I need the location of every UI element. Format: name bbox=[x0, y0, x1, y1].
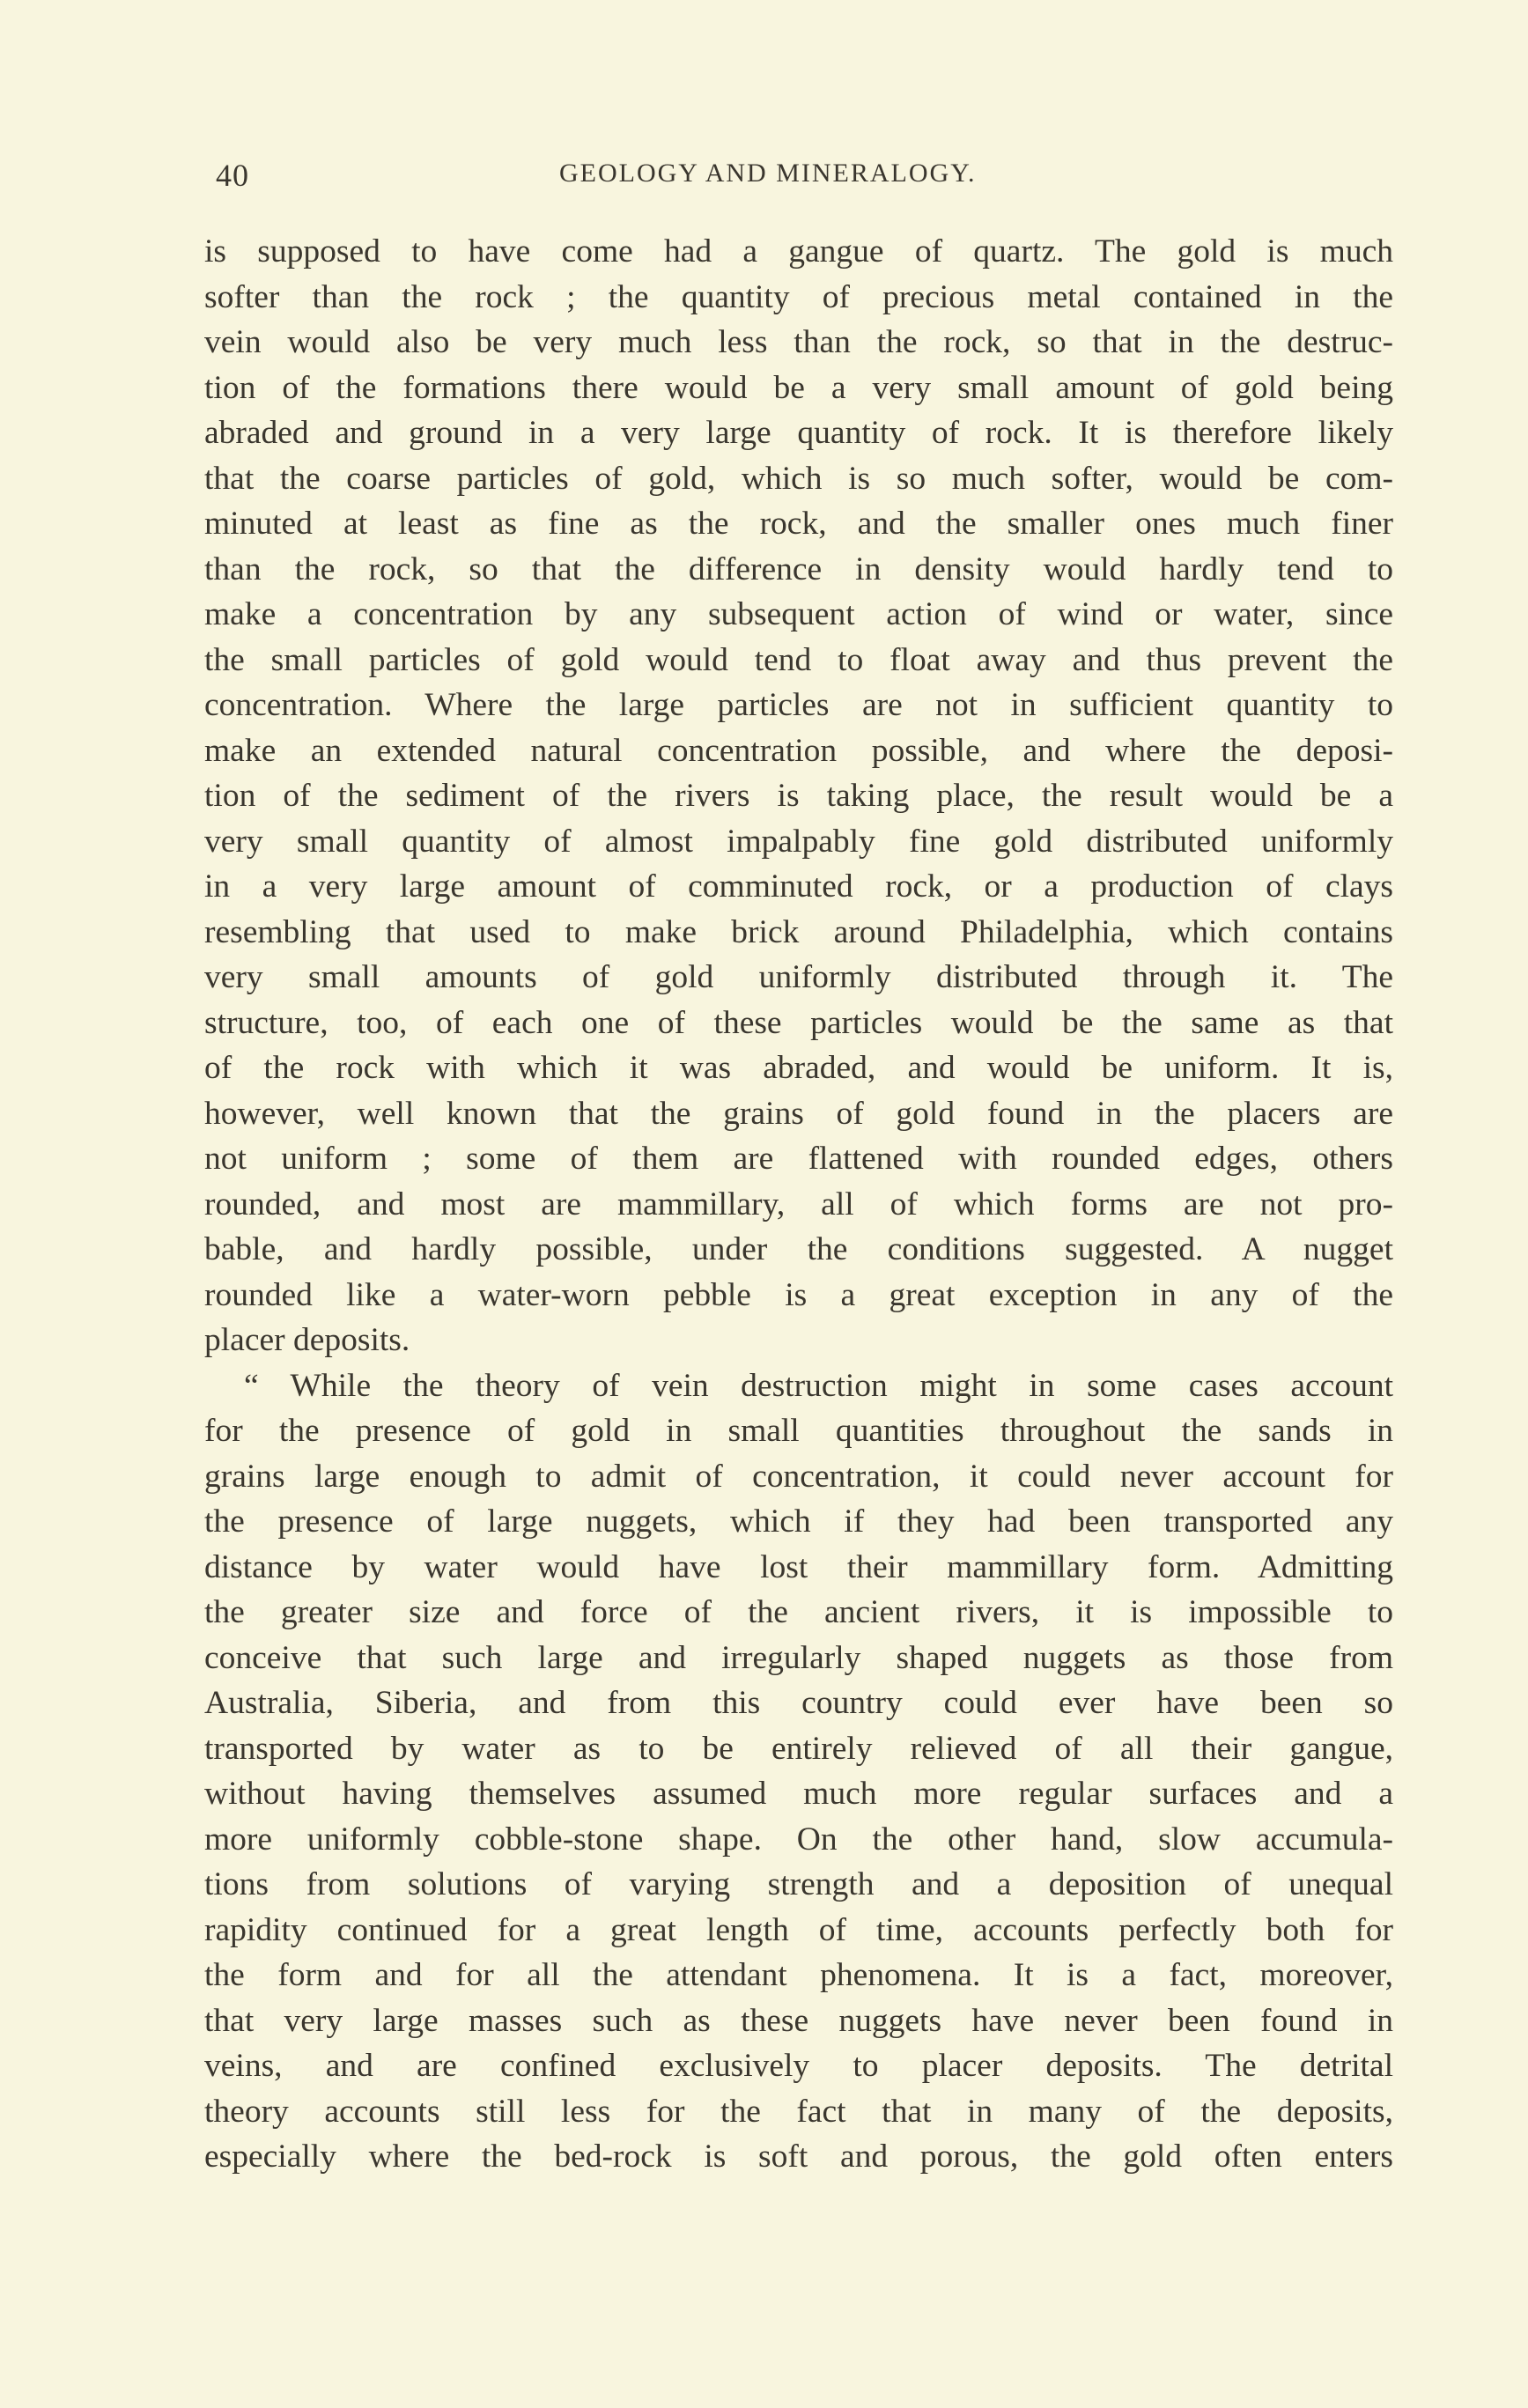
text-line: very small quantity of almost impalpably fine gold distributed uniformly bbox=[204, 823, 1393, 860]
text-line: “ While the theory of vein destruction might in some cases account bbox=[244, 1367, 1393, 1404]
text-line: rapidity continued for a great length of time, accounts perfectly both for bbox=[204, 1911, 1393, 1948]
page-number: 40 bbox=[216, 158, 249, 193]
running-head: GEOLOGY AND MINERALOGY. bbox=[559, 159, 977, 188]
text-line: is supposed to have come had a gangue of quartz. The gold is much bbox=[204, 233, 1393, 270]
text-line: however, well known that the grains of gold found in the placers are bbox=[204, 1095, 1393, 1132]
text-line: veins, and are confined exclusively to placer deposits. The detrital bbox=[204, 2048, 1393, 2084]
text-line: very small amounts of gold uniformly distributed through it. The bbox=[204, 959, 1393, 995]
text-line: more uniformly cobble-stone shape. On the other hand, slow accumula- bbox=[204, 1821, 1393, 1858]
text-line: the form and for all the attendant phenomena. It is a fact, moreover, bbox=[204, 1957, 1393, 1993]
text-line: structure, too, of each one of these particles would be the same as that bbox=[204, 1004, 1393, 1041]
text-line: rounded, and most are mammillary, all of which forms are not pro- bbox=[204, 1186, 1393, 1222]
text-line: without having themselves assumed much more regular surfaces and a bbox=[204, 1776, 1393, 1812]
text-line: for the presence of gold in small quantities throughout the sands in bbox=[204, 1413, 1393, 1449]
text-line: especially where the bed-rock is soft and porous, the gold often enters bbox=[204, 2138, 1393, 2175]
text-line: abraded and ground in a very large quantity of rock. It is therefore likely bbox=[204, 415, 1393, 451]
text-line: than the rock, so that the difference in density would hardly tend to bbox=[204, 550, 1393, 587]
text-line: make an extended natural concentration possible, and where the deposi- bbox=[204, 732, 1393, 769]
text-line: tion of the sediment of the rivers is taking place, the result would be a bbox=[204, 778, 1393, 814]
text-line: not uniform ; some of them are flattened with rounded edges, others bbox=[204, 1141, 1393, 1177]
text-line: theory accounts still less for the fact that in many of the deposits, bbox=[204, 2093, 1393, 2130]
text-line: Australia, Siberia, and from this country could ever have been so bbox=[204, 1685, 1393, 1721]
text-line: the presence of large nuggets, which if they had been transported any bbox=[204, 1503, 1393, 1540]
text-line: the greater size and force of the ancient rivers, it is impossible to bbox=[204, 1594, 1393, 1630]
text-line: softer than the rock ; the quantity of precious metal contained in the bbox=[204, 278, 1393, 315]
text-line: transported by water as to be entirely relieved of all their gangue, bbox=[204, 1730, 1393, 1767]
text-line: conceive that such large and irregularly shaped nuggets as those from bbox=[204, 1639, 1393, 1676]
text-line: rounded like a water-worn pebble is a great exception in any of the bbox=[204, 1276, 1393, 1313]
text-line: minuted at least as fine as the rock, and the smaller ones much finer bbox=[204, 506, 1393, 542]
text-line: distance by water would have lost their mammillary form. Admitting bbox=[204, 1548, 1393, 1585]
text-line: in a very large amount of comminuted rock, or a production of clays bbox=[204, 868, 1393, 905]
body-text bbox=[204, 229, 1393, 2180]
text-line: grains large enough to admit of concentration, it could never account for bbox=[204, 1458, 1393, 1495]
text-line: that very large masses such as these nuggets have never been found in bbox=[204, 2002, 1393, 2039]
text-line: of the rock with which it was abraded, and would be uniform. It is, bbox=[204, 1050, 1393, 1086]
text-line: vein would also be very much less than the rock, so that in the destruc- bbox=[204, 324, 1393, 360]
text-line: concentration. Where the large particles are not in sufficient quantity to bbox=[204, 687, 1393, 723]
text-line: placer deposits. bbox=[204, 1322, 410, 1358]
text-line: the small particles of gold would tend to float away and thus prevent the bbox=[204, 641, 1393, 678]
text-line: tion of the formations there would be a very small amount of gold being bbox=[204, 369, 1393, 406]
text-line: that the coarse particles of gold, which is so much softer, would be com- bbox=[204, 460, 1393, 497]
text-line: resembling that used to make brick around Philadelphia, which contains bbox=[204, 913, 1393, 950]
text-line: tions from solutions of varying strength and a deposition of unequal bbox=[204, 1866, 1393, 1902]
text-line: bable, and hardly possible, under the conditions suggested. A nugget bbox=[204, 1231, 1393, 1267]
text-line: make a concentration by any subsequent action of wind or water, since bbox=[204, 596, 1393, 632]
